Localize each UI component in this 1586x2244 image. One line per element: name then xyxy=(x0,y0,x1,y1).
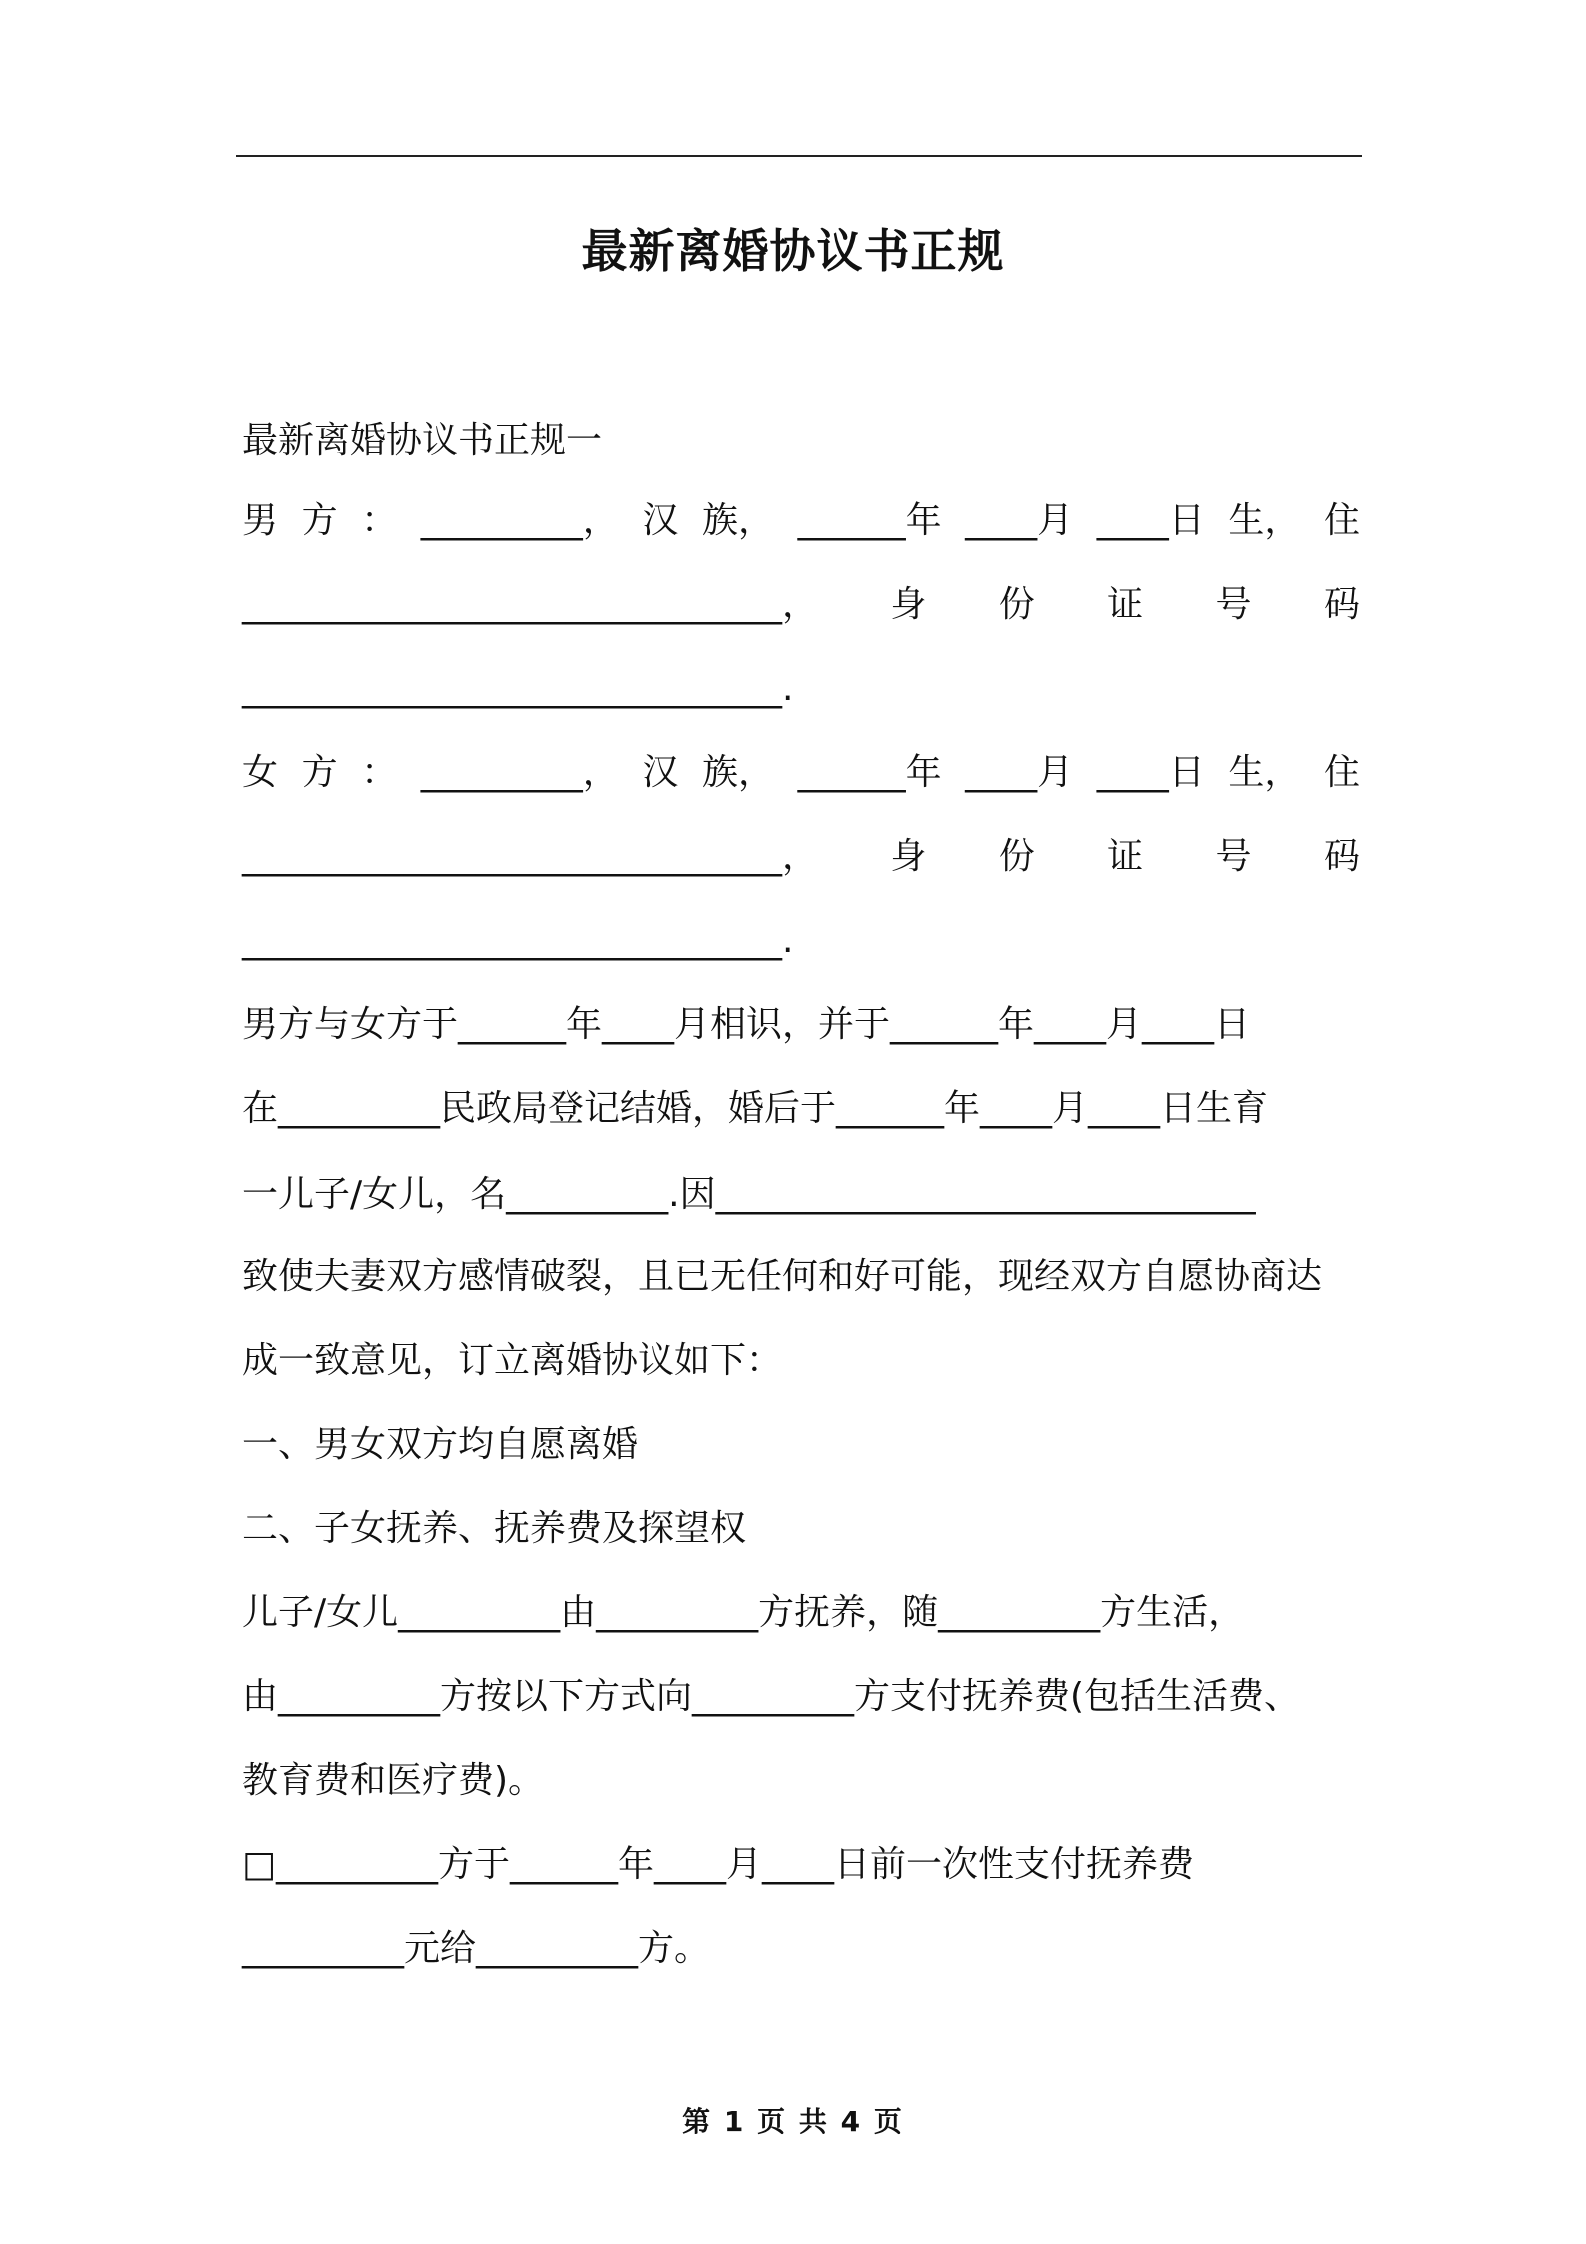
paragraph-line-2: 在_________民政局登记结婚，婚后于______年____月____日生育 xyxy=(242,1088,1269,1129)
payment-option-line-1: □_________方于______年____月____日前一次性支付抚养费 xyxy=(242,1844,1195,1885)
paragraph-line-3: 一儿子/女儿，名_________.因______________________________ xyxy=(242,1174,1256,1215)
clause-2: 二、子女抚养、抚养费及探望权 xyxy=(242,1508,747,1549)
paragraph-line-1: 男方与女方于______年____月相识，并于______年____月____日 xyxy=(242,1004,1251,1045)
male-line-3: ______________________________. xyxy=(242,668,794,709)
child-custody-line-3: 教育费和医疗费)。 xyxy=(242,1760,545,1801)
male-line-1: 男 方 ： _________， 汉 族， ______年 ____月 ____日 生， 住 xyxy=(242,500,1360,541)
male-line-2: ______________________________， 身 份 证 号 码 xyxy=(242,584,1360,625)
page-footer: 第 1 页 共 4 页 xyxy=(682,2105,904,2138)
document-title: 最新离婚协议书正规 xyxy=(581,224,1005,278)
section-heading: 最新离婚协议书正规一 xyxy=(242,420,603,461)
female-line-2: ______________________________， 身 份 证 号 码 xyxy=(242,836,1360,877)
child-custody-line-2: 由_________方按以下方式向_________方支付抚养费(包括生活费、 xyxy=(242,1676,1301,1717)
paragraph-line-5: 成一致意见，订立离婚协议如下： xyxy=(242,1340,783,1381)
paragraph-line-4: 致使夫妻双方感情破裂，且已无任何和好可能，现经双方自愿协商达 xyxy=(242,1256,1323,1297)
clause-1: 一、男女双方均自愿离婚 xyxy=(242,1424,639,1465)
payment-option-line-2: _________元给_________方。 xyxy=(242,1928,711,1969)
header-rule xyxy=(236,155,1362,157)
female-line-3: ______________________________. xyxy=(242,920,794,961)
child-custody-line-1: 儿子/女儿_________由_________方抚养，随_________方生活， xyxy=(242,1592,1245,1633)
female-line-1: 女 方 ： _________， 汉 族， ______年 ____月 ____日 生， 住 xyxy=(242,752,1360,793)
